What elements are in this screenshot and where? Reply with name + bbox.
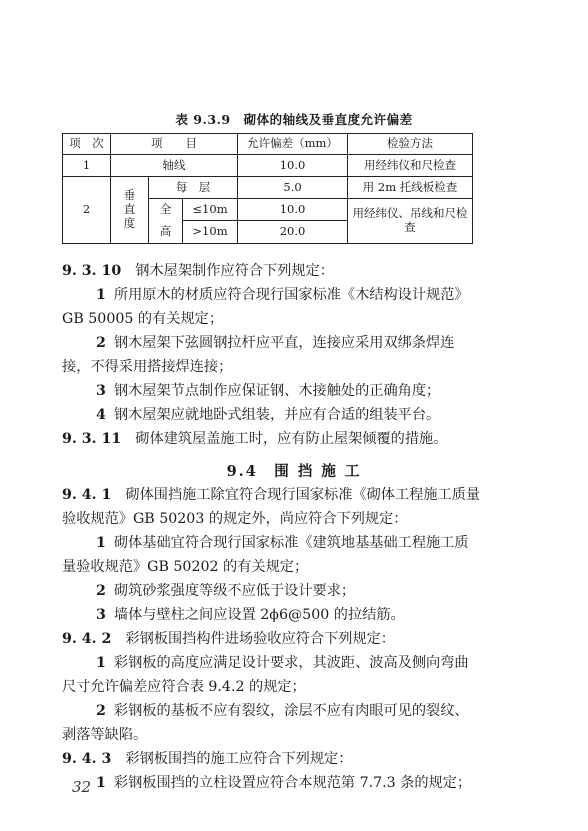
clause-number: 9. 4. 3 — [62, 751, 112, 767]
row2-gt10-tolerance: 20.0 — [238, 221, 348, 243]
clause-9-3-10 — [62, 259, 482, 283]
clause-title: 钢木屋架制作应符合下列规定： — [135, 263, 334, 279]
clause-number: 9. 3. 10 — [62, 263, 122, 279]
clause-number: 9. 4. 2 — [62, 631, 112, 647]
header-no: 项 次 — [63, 134, 111, 155]
clause-number: 9. 3. 11 — [62, 431, 122, 447]
row2-gt10: >10m — [183, 221, 238, 243]
header-method: 检验方法 — [348, 134, 473, 155]
clause-9-4-2 — [62, 627, 482, 651]
table-header-row — [63, 134, 473, 155]
clause-9-4-3 — [62, 747, 482, 771]
list-item: 2 钢木屋架下弦圆钢拉杆应平直，连接应采用双绑条焊连接，不得采用搭接焊连接； — [62, 335, 455, 375]
list-item: 4 钢木屋架应就地卧式组装，并应有合适的组装平台。 — [96, 407, 441, 423]
row2-le10: ≤10m — [183, 199, 238, 221]
header-tolerance: 允许偏差（mm） — [238, 134, 348, 155]
list-item: 2 砌筑砂浆强度等级不应低于设计要求； — [96, 583, 356, 599]
row2-per-floor-tolerance: 5.0 — [238, 177, 348, 199]
row1-tolerance: 10.0 — [238, 155, 348, 177]
list-item: 1 所用原木的材质应符合现行国家标准《木结构设计规范》GB 50005 的有关规定； — [62, 287, 469, 327]
clause-block-9-4 — [62, 483, 482, 795]
clause-9-4-1 — [62, 483, 482, 531]
clause-text: 砌体围挡施工除宜符合现行国家标准《砌体工程施工质量验收规范》GB 50203 的规定外，尚应符合下列规定： — [62, 487, 481, 527]
row2-full-method: 用经纬仪、吊线和尺检查 — [348, 199, 473, 244]
table-row — [63, 155, 473, 177]
row1-item: 轴线 — [111, 155, 238, 177]
row2-full-height: 全 高 — [149, 199, 183, 244]
clause-block-9-3 — [62, 259, 482, 451]
list-item: 2 彩钢板的基板不应有裂纹，涂层不应有肉眼可见的裂纹、剥落等缺陷。 — [62, 703, 469, 743]
clause-text: 彩钢板围挡构件进场验收应符合下列规定： — [125, 631, 395, 647]
table-caption: 表 9.3.9 砌体的轴线及垂直度允许偏差 — [175, 112, 413, 127]
section-title: 9.4 围 挡 施 工 — [226, 463, 362, 480]
list-item: 1 砌体基础宜符合现行国家标准《建筑地基基础工程施工质量验收规范》GB 50202 的有关规定； — [62, 535, 469, 575]
list-item: 3 墙体与壁柱之间应设置 2ϕ6@500 的拉结筋。 — [96, 607, 405, 623]
row2-le10-tolerance: 10.0 — [238, 199, 348, 221]
clause-number: 9. 4. 1 — [62, 487, 112, 503]
row2-per-floor-method: 用 2m 托线板检查 — [348, 177, 473, 199]
header-item: 项 目 — [111, 134, 238, 155]
row2-no: 2 — [63, 177, 111, 244]
row1-method: 用经纬仪和尺检查 — [348, 155, 473, 177]
clause-text: 砌体建筑屋盖施工时，应有防止屋架倾覆的措施。 — [135, 431, 448, 447]
row2-per-floor: 每 层 — [149, 177, 238, 199]
page-number: 32 — [72, 778, 92, 796]
clause-9-3-11 — [62, 427, 482, 451]
row1-no: 1 — [63, 155, 111, 177]
row2-group-label: 垂 直 度 — [111, 177, 149, 244]
list-item: 1 彩钢板围挡的立柱设置应符合本规范第 7.7.3 条的规定； — [96, 775, 472, 791]
list-item: 1 彩钢板的高度应满足设计要求，其波距、波高及侧向弯曲尺寸允许偏差应符合表 9.4.2 的规定； — [62, 655, 469, 695]
list-item: 3 钢木屋架节点制作应保证钢、木接触处的正确角度； — [96, 383, 441, 399]
table-row — [63, 177, 473, 199]
tolerance-table — [62, 133, 473, 244]
clause-text: 彩钢板围挡的施工应符合下列规定： — [125, 751, 353, 767]
